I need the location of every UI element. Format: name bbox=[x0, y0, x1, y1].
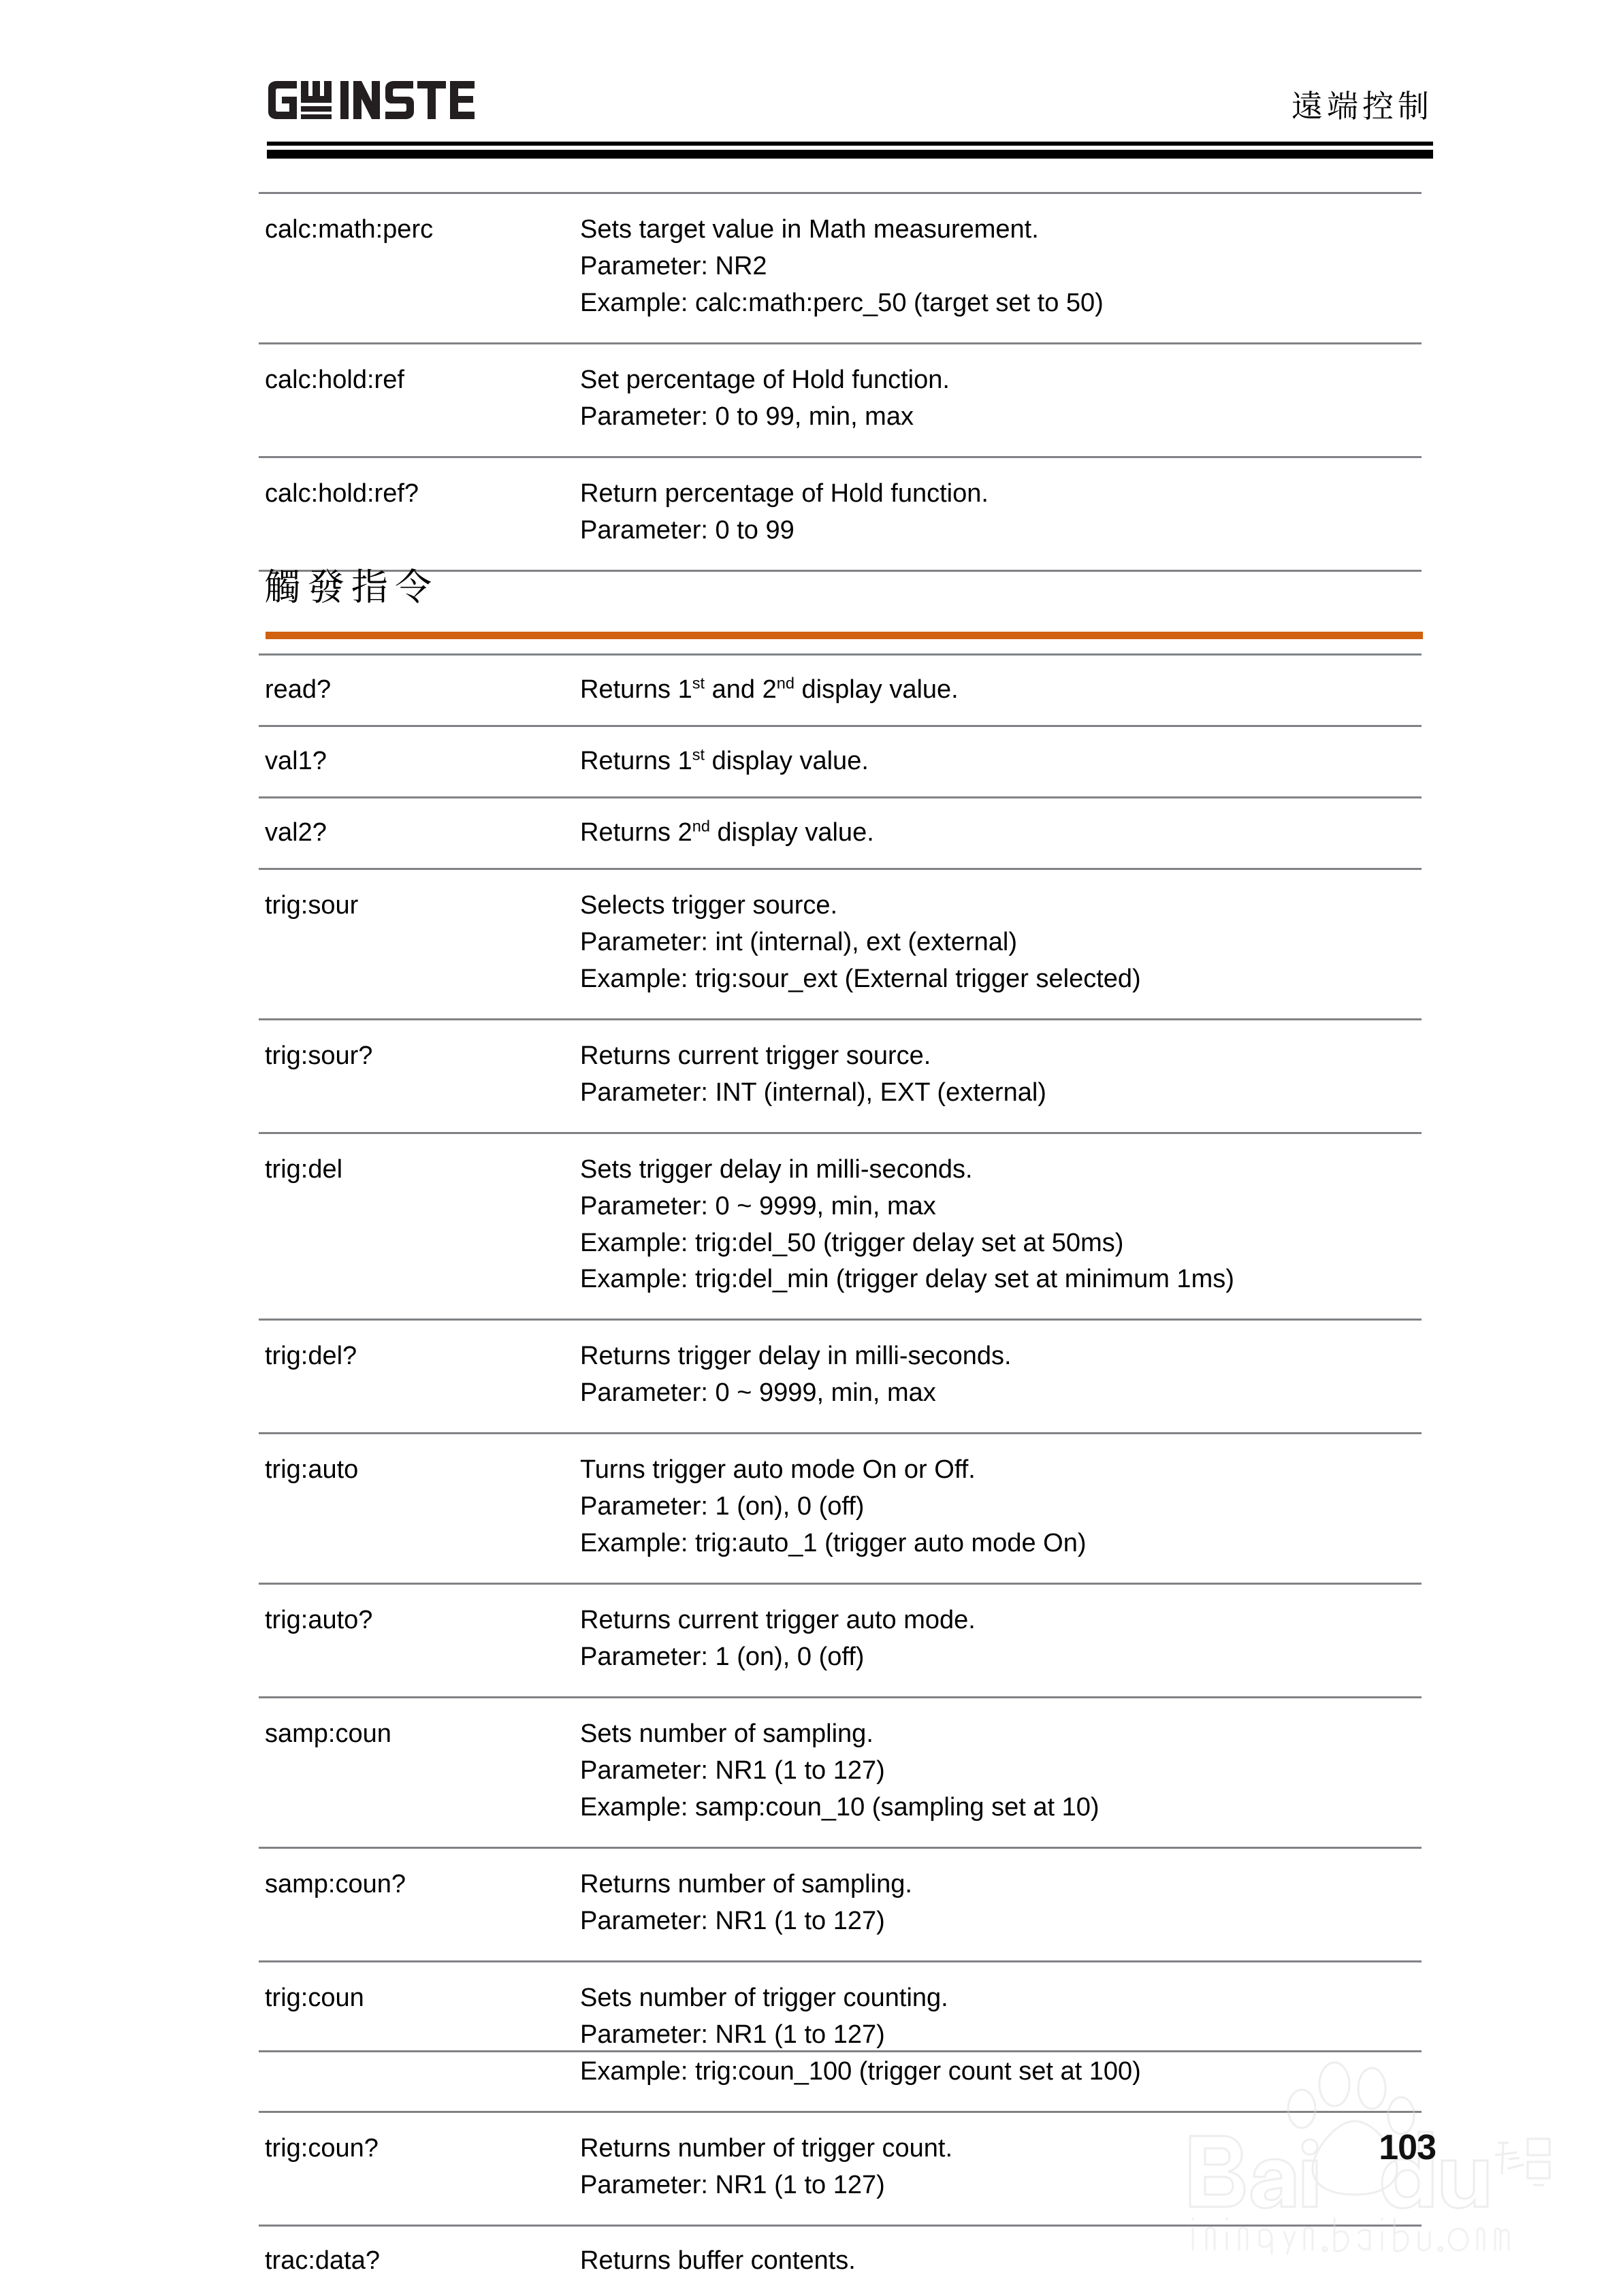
command-description-line: Example: trig:auto_1 (trigger auto mode On) bbox=[580, 1529, 1087, 1558]
command-description-line: Returns 1st and 2nd display value. bbox=[580, 674, 959, 704]
table-row bbox=[259, 869, 1422, 1019]
command-description-line: Returns buffer contents. bbox=[580, 2246, 856, 2275]
section-accent-rule bbox=[266, 632, 1423, 639]
command-name: calc:hold:ref? bbox=[265, 479, 419, 508]
command-description bbox=[575, 1584, 1422, 1698]
command-description-line: Sets number of sampling. bbox=[580, 1719, 873, 1749]
command-description bbox=[575, 1434, 1422, 1584]
page-number: 103 bbox=[1379, 2128, 1436, 2167]
command-description-line: Returns 2nd display value. bbox=[580, 817, 874, 847]
command-description bbox=[575, 2112, 1422, 2225]
command-name: trig:sour bbox=[265, 890, 359, 920]
command-name: trig:auto? bbox=[265, 1606, 373, 1635]
command-description-line: Parameter: INT (internal), EXT (external) bbox=[580, 1078, 1046, 1107]
command-name: calc:math:perc bbox=[265, 215, 434, 244]
command-name: trig:coun? bbox=[265, 2133, 379, 2163]
command-description bbox=[575, 1847, 1422, 1961]
command-description bbox=[575, 1320, 1422, 1434]
command-name: read? bbox=[265, 675, 332, 704]
command-description bbox=[575, 2225, 1422, 2295]
command-description-line: Turns trigger auto mode On or Off. bbox=[580, 1455, 976, 1485]
command-description-line: Sets target value in Math measurement. bbox=[580, 215, 1039, 244]
table-row bbox=[259, 1434, 1422, 1584]
command-description-line: Example: trig:sour_ext (External trigger selected) bbox=[580, 964, 1141, 993]
table-row bbox=[259, 457, 1422, 570]
command-description-line: Set percentage of Hold function. bbox=[580, 365, 950, 394]
command-description-line: Example: trig:del_50 (trigger delay set at 50ms) bbox=[580, 1228, 1124, 1257]
command-description-line: Returns trigger delay in milli-seconds. bbox=[580, 1342, 1012, 1371]
command-description-line: Parameter: 0 to 99 bbox=[580, 515, 795, 545]
command-description-line: Parameter: 0 ~ 9999, min, max bbox=[580, 1378, 936, 1408]
command-description-line: Returns number of trigger count. bbox=[580, 2133, 953, 2163]
header-rule-thin bbox=[267, 142, 1433, 146]
table-row bbox=[259, 797, 1422, 869]
command-description-line: Return percentage of Hold function. bbox=[580, 479, 989, 508]
table-row bbox=[259, 1133, 1422, 1320]
table-row bbox=[259, 343, 1422, 457]
command-name: calc:hold:ref bbox=[265, 365, 404, 394]
command-description bbox=[575, 797, 1422, 869]
command-description-line: Parameter: NR1 (1 to 127) bbox=[580, 2020, 885, 2049]
command-description-line: Parameter: 1 (on), 0 (off) bbox=[580, 1492, 865, 1521]
command-name: samp:coun bbox=[265, 1719, 391, 1749]
command-description-line: Sets trigger delay in milli-seconds. bbox=[580, 1154, 973, 1184]
command-name: trig:coun bbox=[265, 1983, 364, 2012]
trigger-command-table bbox=[259, 653, 1422, 2296]
command-description bbox=[575, 655, 1422, 726]
command-name: trac:data? bbox=[265, 2246, 380, 2275]
table-row bbox=[259, 1584, 1422, 1698]
trigger-command-table-body bbox=[259, 655, 1422, 2296]
table-row bbox=[259, 2112, 1422, 2225]
section-heading: 觸發指令 bbox=[264, 566, 438, 609]
command-description bbox=[575, 1698, 1422, 1848]
command-description-line: Example: samp:coun_10 (sampling set at 10) bbox=[580, 1793, 1100, 1822]
command-description-line: Returns number of sampling. bbox=[580, 1869, 912, 1898]
command-name: trig:sour? bbox=[265, 1041, 373, 1070]
command-description bbox=[575, 343, 1422, 457]
table-row bbox=[259, 1961, 1422, 2112]
command-description-line: Returns 1st display value. bbox=[580, 745, 869, 775]
command-name: trig:auto bbox=[265, 1455, 359, 1485]
command-name: samp:coun? bbox=[265, 1869, 406, 1898]
command-description-line: Parameter: 0 ~ 9999, min, max bbox=[580, 1191, 936, 1220]
table-row bbox=[259, 1320, 1422, 1434]
command-description-line: Parameter: 0 to 99, min, max bbox=[580, 402, 914, 431]
table-row bbox=[259, 655, 1422, 726]
command-description-line: Example: trig:coun_100 (trigger count set at 100) bbox=[580, 2056, 1141, 2086]
command-description-line: Returns current trigger source. bbox=[580, 1041, 931, 1070]
command-description-line: Sets number of trigger counting. bbox=[580, 1983, 948, 2012]
command-description-line: Parameter: int (internal), ext (external) bbox=[580, 927, 1018, 956]
command-description bbox=[575, 726, 1422, 797]
command-description-line: Parameter: NR1 (1 to 127) bbox=[580, 1756, 885, 1785]
command-description bbox=[575, 869, 1422, 1019]
command-description-line: Selects trigger source. bbox=[580, 890, 838, 920]
command-description-line: Example: trig:del_min (trigger delay set at minimum 1ms) bbox=[580, 1265, 1234, 1294]
command-description-line: Parameter: NR1 (1 to 127) bbox=[580, 1906, 885, 1935]
table-row bbox=[259, 726, 1422, 797]
gw-instek-logo bbox=[267, 80, 478, 120]
table-row bbox=[259, 1698, 1422, 1848]
table-row bbox=[259, 1019, 1422, 1133]
command-description bbox=[575, 1019, 1422, 1133]
table-row bbox=[259, 2225, 1422, 2295]
command-name: val1? bbox=[265, 746, 327, 775]
command-name: trig:del bbox=[265, 1154, 343, 1184]
command-description bbox=[575, 1133, 1422, 1320]
command-description bbox=[575, 193, 1422, 344]
table-row bbox=[259, 193, 1422, 344]
command-description-line: Parameter: 1 (on), 0 (off) bbox=[580, 1643, 865, 1672]
command-name: trig:del? bbox=[265, 1342, 357, 1371]
command-description-line: Example: calc:math:perc_50 (target set to 50) bbox=[580, 288, 1104, 317]
header-chapter-title: 遠端控制 bbox=[1291, 88, 1433, 125]
command-description-line: Returns current trigger auto mode. bbox=[580, 1606, 976, 1635]
table-row bbox=[259, 1847, 1422, 1961]
command-description-line: Parameter: NR2 bbox=[580, 251, 767, 280]
command-description-line: Parameter: NR1 (1 to 127) bbox=[580, 2170, 885, 2199]
calc-command-table-body bbox=[259, 193, 1422, 571]
command-description bbox=[575, 457, 1422, 570]
calc-command-table bbox=[259, 192, 1422, 572]
command-name: val2? bbox=[265, 818, 327, 847]
header-rule-thick bbox=[267, 150, 1433, 159]
command-description bbox=[575, 1961, 1422, 2112]
table-bottom-rule bbox=[259, 2050, 1422, 2052]
